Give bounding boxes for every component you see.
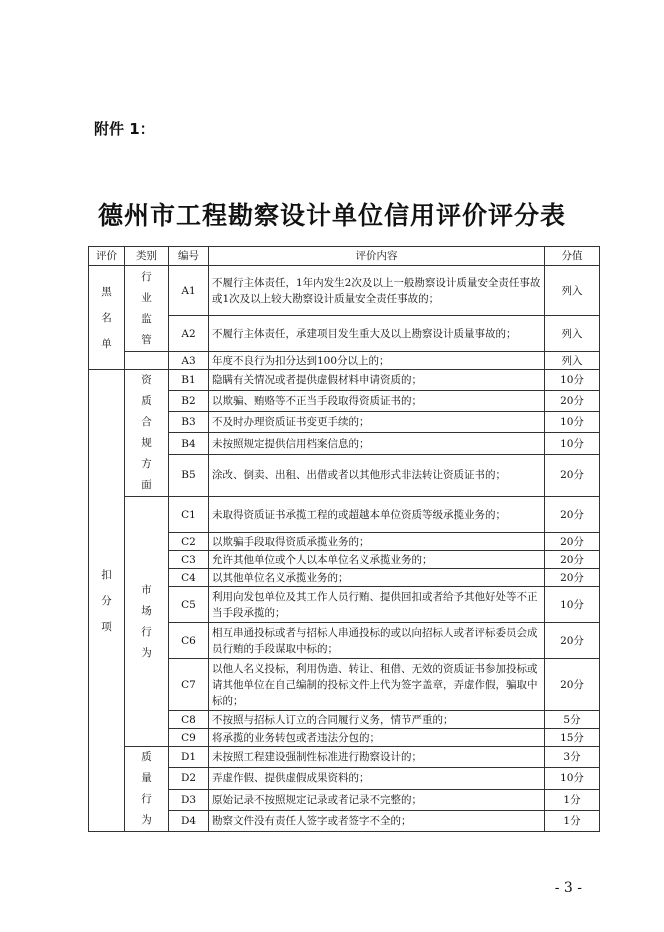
content-cell: 未取得资质证书承揽工程的或超越本单位资质等级承揽业务的； [209,497,545,533]
page-number: - 3 - [554,880,582,896]
category-cell [89,370,125,832]
document-title: 德州市工程勘察设计单位信用评价评分表 [97,201,566,230]
score-cell: 20分 [545,659,600,711]
code-cell: B3 [169,412,209,433]
type-cell [125,370,169,497]
type-cell [125,747,169,832]
score-table [88,246,600,832]
table-row [89,266,600,316]
score-cell: 20分 [545,533,600,551]
type-cell [125,352,169,370]
header-score: 分值 [545,247,600,266]
score-cell: 列入 [545,316,600,352]
score-cell: 5分 [545,711,600,729]
score-cell: 20分 [545,551,600,569]
score-cell: 1分 [545,789,600,810]
code-cell: D3 [169,789,209,810]
content-cell: 未按照工程建设强制性标准进行勘察设计的； [209,747,545,768]
type-label: 资质合规方面 [141,374,152,491]
type-label: 市场行为 [141,583,152,659]
score-cell: 10分 [545,768,600,789]
content-cell: 涂改、倒卖、出租、出借或者以其他形式非法转让资质证书的； [209,454,545,496]
content-cell: 不及时办理资质证书变更手续的； [209,412,545,433]
code-cell: B4 [169,433,209,454]
code-cell: A3 [169,352,209,370]
category-label: 扣分项 [101,568,112,633]
score-cell: 20分 [545,391,600,412]
code-cell: C6 [169,623,209,659]
score-cell: 列入 [545,352,600,370]
code-cell: C9 [169,729,209,747]
table-header-row [89,247,600,266]
category-label: 黑名单 [101,285,112,350]
type-label: 质量行为 [141,751,152,826]
type-cell [125,497,169,747]
table-row [89,497,600,533]
header-type: 类别 [125,247,169,266]
code-cell: D2 [169,768,209,789]
score-cell: 20分 [545,454,600,496]
table-row [89,352,600,370]
code-cell: C3 [169,551,209,569]
content-cell: 不履行主体责任，承建项目发生重大及以上勘察设计质量事故的； [209,316,545,352]
content-cell: 允许其他单位或个人以本单位名义承揽业务的； [209,551,545,569]
table-row [89,370,600,391]
code-cell: D4 [169,810,209,831]
score-cell: 15分 [545,729,600,747]
content-cell: 以其他单位名义承揽业务的； [209,569,545,587]
score-cell: 3分 [545,747,600,768]
content-cell: 不按照与招标人订立的合同履行义务，情节严重的； [209,711,545,729]
code-cell: C2 [169,533,209,551]
content-cell: 弄虚作假、提供虚假成果资料的； [209,768,545,789]
type-label: 行业监管 [141,270,152,346]
score-cell: 列入 [545,266,600,316]
score-cell: 10分 [545,412,600,433]
score-cell: 1分 [545,810,600,831]
header-category: 评价 [89,247,125,266]
code-cell: B1 [169,370,209,391]
code-cell: D1 [169,747,209,768]
code-cell: C8 [169,711,209,729]
header-code: 编号 [169,247,209,266]
score-cell: 10分 [545,370,600,391]
content-cell: 将承揽的业务转包或者违法分包的； [209,729,545,747]
code-cell: C1 [169,497,209,533]
code-cell: C7 [169,659,209,711]
score-cell: 20分 [545,623,600,659]
category-cell [89,266,125,370]
content-cell: 不履行主体责任，1年内发生2次及以上一般勘察设计质量安全责任事故或1次及以上较大勘察设计质量安全责任事故的； [209,266,545,316]
code-cell: C5 [169,587,209,623]
content-cell: 隐瞒有关情况或者提供虚假材料申请资质的； [209,370,545,391]
content-cell: 勘察文件没有责任人签字或者签字不全的； [209,810,545,831]
content-cell: 以他人名义投标，利用伪造、转让、租借、无效的资质证书参加投标或请其他单位在自己编制的投标文件上代为签字盖章，弄虚作假，骗取中标的； [209,659,545,711]
score-cell: 10分 [545,587,600,623]
content-cell: 相互串通投标或者与招标人串通投标的或以向招标人或者评标委员会成员行贿的手段谋取中标的； [209,623,545,659]
content-cell: 未按照规定提供信用档案信息的； [209,433,545,454]
content-cell: 利用向发包单位及其工作人员行贿、提供回扣或者给予其他好处等不正当手段承揽的； [209,587,545,623]
code-cell: B2 [169,391,209,412]
code-cell: A2 [169,316,209,352]
content-cell: 以欺骗、贿赂等不正当手段取得资质证书的； [209,391,545,412]
table-body [89,266,600,832]
attachment-label: 附件 1： [94,120,155,138]
score-cell: 20分 [545,569,600,587]
header-content: 评价内容 [209,247,545,266]
code-cell: C4 [169,569,209,587]
type-cell [125,266,169,352]
score-cell: 20分 [545,497,600,533]
code-cell: A1 [169,266,209,316]
table-row [89,747,600,768]
code-cell: B5 [169,454,209,496]
content-cell: 以欺骗手段取得资质承揽业务的； [209,533,545,551]
score-cell: 10分 [545,433,600,454]
content-cell: 年度不良行为扣分达到100分以上的； [209,352,545,370]
content-cell: 原始记录不按照规定记录或者记录不完整的； [209,789,545,810]
